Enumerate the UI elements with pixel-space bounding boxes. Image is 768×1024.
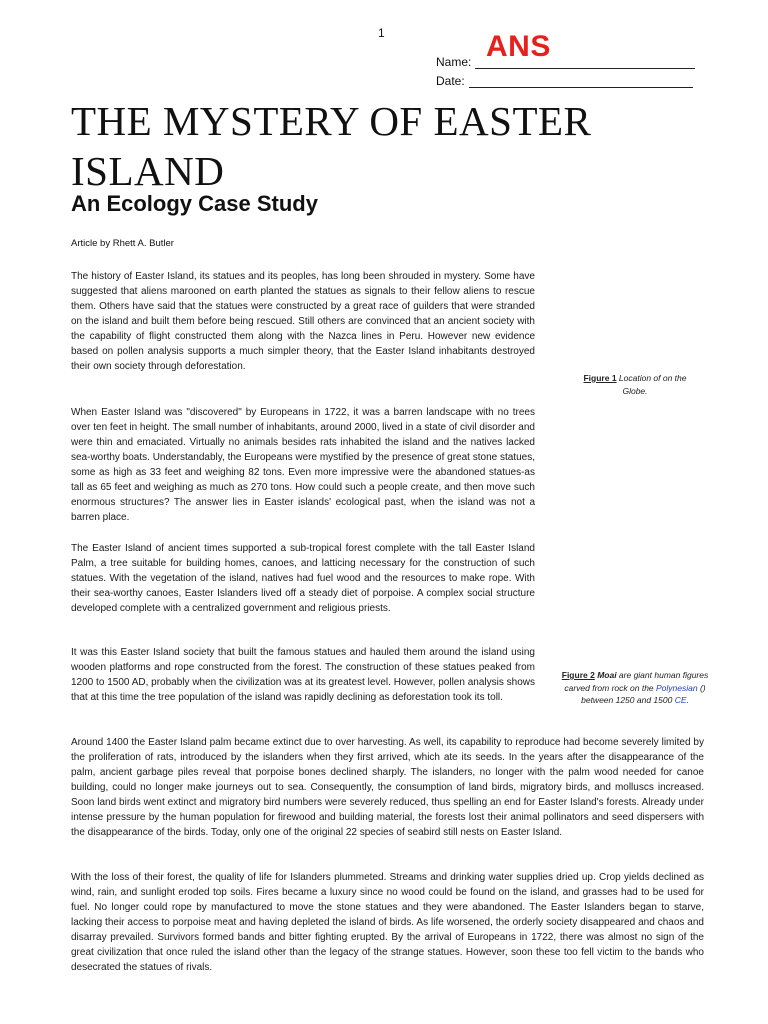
figure-2-caption [553,669,717,707]
figure-1-label: Figure 1 [583,373,617,383]
answer-mark: ANS [486,30,551,63]
figure-2-text-a: are giant human figures carved from rock on the [564,670,709,693]
figure-2-text-b: () between 1250 and 1500 [581,682,706,705]
date-line [469,75,693,88]
paragraph-2: When Easter Island was "discovered" by Europeans in 1722, it was a barren landscape with no trees over ten feet in height. The small number of inhabitants, around 2000, lived in a state of civil disorder and were thin and emaciated. Virtually no animals besides rats inhabited the island and the natives lacked sea-worthy boats. Understandably, the Europeans were mystified by the presence of great stone statues, some as high as 33 feet and weighing 82 tons. Even more impressive were the abandoned statues-as tall as 65 feet and weighing as much as 270 tons. How could such a people create, and then move such enormous structures? The answer lies in Easter islands' ecological past, when the island was not a barren place. [71,407,535,523]
document-subtitle: An Ecology Case Study [71,191,318,216]
paragraph-3: The Easter Island of ancient times supported a sub-tropical forest complete with the tall Easter Island Palm, a tree suitable for building homes, canoes, and latticing necessary for the construction of such statues. With the vegetation of the island, natives had fuel wood and the resources to make rope. With their sea-worthy canoes, Easter Islanders lived off a steady diet of porpoise. A complex social structure developed complete with a centralized government and religious priests. [71,543,535,614]
figure-2-moai: Moai [597,670,617,680]
name-field [436,55,695,69]
figure-1-caption [580,372,690,397]
document-title: THE MYSTERY OF EASTER ISLAND [71,98,592,194]
name-label: Name: [436,55,472,69]
figure-1-text: Location of on the Globe. [616,373,687,396]
byline: Article by Rhett A. Butler [71,238,174,249]
paragraph-6: With the loss of their forest, the quality of life for Islanders plummeted. Streams and drinking water supplies dried up. Crop yields declined as wind, rain, and sunlight eroded top soils. Fires became a luxury since no wood could be found on the island, and grasses had to be used for fuel. No longer could rope by manufactured to move the stone statues and they were abandoned. The Easter Islanders began to starve, lacking their access to porpoise meat and having depleted the island of birds. As life worsened, the orderly society disappeared and chaos and disarray prevailed. Survivors formed bands and bitter fighting erupted. By the arrival of Europeans in 1722, there was almost no sign of the great civilization that once ruled the island other than the legacy of the strange statues. However, soon these too fell victim to the bands who desecrated the statues of rivals. [71,872,704,973]
figure-2-label: Figure 2 [561,670,595,680]
figure-2-period: . [686,695,689,705]
polynesian-link[interactable]: Polynesian [656,682,698,693]
paragraph-1: The history of Easter Island, its statues and its peoples, has long been shrouded in mystery. Some have suggested that aliens marooned on earth planted the statues as signals to their fellow aliens to rescue them. Others have said that the statues were constructed by a great race of guilders that were stranded on the island and built them before being rescued. Still others are convinced that an ancient society with the capability of flight constructed them along with the Nazca lines in Peru. However new evidence based on pollen analysis supports a much simpler theory, that the Easter Island inhabitants destroyed their own society through deforestation. [71,271,535,372]
ce-link[interactable]: CE [674,695,687,705]
date-field [436,74,693,88]
paragraph-4: It was this Easter Island society that built the famous statues and hauled them around the island using wooden platforms and rope constructed from the forest. The construction of these statues peaked from 1200 to 1500 AD, probably when the civilization was at its greatest level. However, pollen analysis shows that at this time the tree population of the island was rapidly declining as deforestation took its toll. [71,647,535,703]
paragraph-5: Around 1400 the Easter Island palm became extinct due to over harvesting. As well, its capability to reproduce had become severely limited by the proliferation of rats, introduced by the islanders when they first arrived, which ate its seeds. In the years after the disappearance of the palm, ancient garbage piles reveal that porpoise bones declined sharply. The islanders, no longer with the palm wood needed for canoe building, could no longer make journeys out to sea. Consequently, the consumption of land birds, migratory birds, and molluscs increased. Soon land birds went extinct and migratory bird numbers were severely reduced, thus spelling an end for Easter Island's forests. Already under intense pressure by the human population for firewood and building material, the forests lost their animal pollinators and seed dispersers with the disappearance of the birds. Today, only one of the original 22 species of seabird still nests on Easter Island. [71,737,704,838]
date-label: Date: [436,74,465,88]
page-number: 1 [378,26,385,40]
